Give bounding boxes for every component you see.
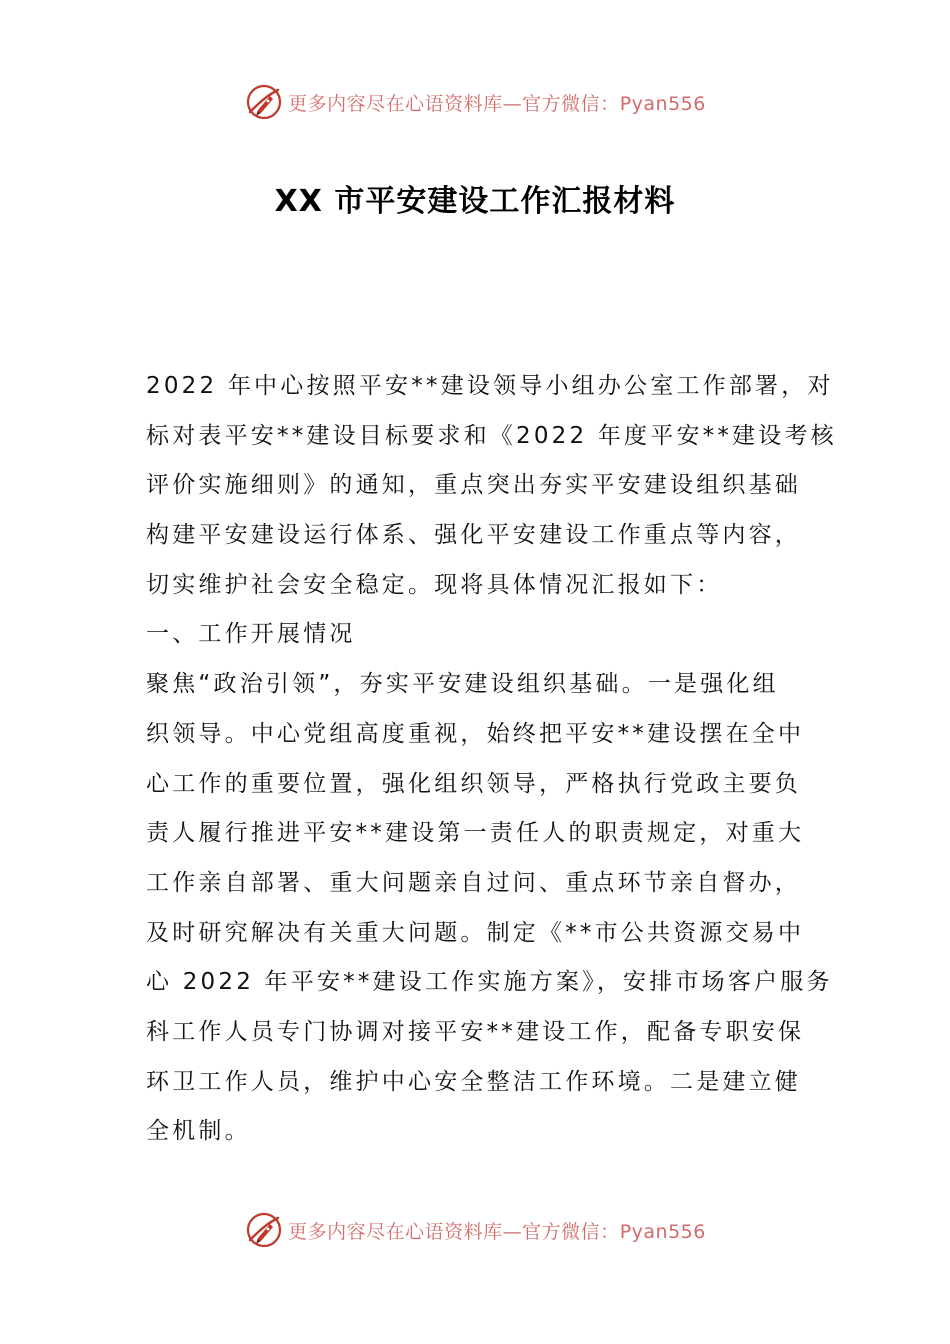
footer-watermark xyxy=(0,1210,950,1250)
watermark-text xyxy=(288,1217,706,1244)
header-watermark xyxy=(0,82,950,122)
document-body xyxy=(146,362,837,1157)
document-title: XX 市平安建设工作汇报材料 xyxy=(274,184,676,219)
watermark-wechat-label: 官方微信： xyxy=(522,1220,620,1243)
body-line: 评价实施细则》的通知，重点突出夯实平安建设组织基础 xyxy=(146,472,801,499)
body-line: 心 2022 年平安**建设工作实施方案》，安排市场客户服务 xyxy=(146,969,833,996)
section-heading: 一、工作开展情况 xyxy=(146,621,356,648)
pen-nib-logo-icon xyxy=(244,1210,284,1250)
watermark-wechat-id: Pyan556 xyxy=(619,92,706,115)
watermark-wechat-id: Pyan556 xyxy=(619,1220,706,1243)
body-line: 科工作人员专门协调对接平安**建设工作，配备专职安保 xyxy=(146,1018,805,1045)
body-line: 切实维护社会安全稳定。现将具体情况汇报如下： xyxy=(146,571,723,598)
watermark-text xyxy=(288,89,706,116)
watermark-wechat-label: 官方微信： xyxy=(522,92,620,115)
body-line: 2022 年中心按照平安**建设领导小组办公室工作部署，对 xyxy=(146,373,834,399)
body-line: 标对表平安**建设目标要求和《2022 年度平安**建设考核 xyxy=(146,422,837,449)
watermark-slogan: 更多内容尽在心语资料库 xyxy=(288,1220,503,1243)
body-line: 织领导。中心党组高度重视，始终把平安**建设摆在全中 xyxy=(146,720,805,747)
body-line: 构建平安建设运行体系、强化平安建设工作重点等内容， xyxy=(146,522,801,549)
body-line: 责人履行推进平安**建设第一责任人的职责规定，对重大 xyxy=(146,820,805,847)
watermark-slogan: 更多内容尽在心语资料库 xyxy=(288,92,503,115)
body-line: 聚焦“政治引领”，夯实平安建设组织基础。一是强化组 xyxy=(146,671,779,698)
watermark-separator: — xyxy=(502,92,523,115)
body-line: 全机制。 xyxy=(146,1118,251,1145)
watermark-separator: — xyxy=(502,1220,523,1243)
body-line: 及时研究解决有关重大问题。制定《**市公共资源交易中 xyxy=(146,919,805,946)
body-line: 心工作的重要位置，强化组织领导，严格执行党政主要负 xyxy=(146,770,801,797)
pen-nib-logo-icon xyxy=(244,82,284,122)
body-line: 环卫工作人员，维护中心安全整洁工作环境。二是建立健 xyxy=(146,1068,801,1095)
body-line: 工作亲自部署、重大问题亲自过问、重点环节亲自督办， xyxy=(146,869,801,896)
